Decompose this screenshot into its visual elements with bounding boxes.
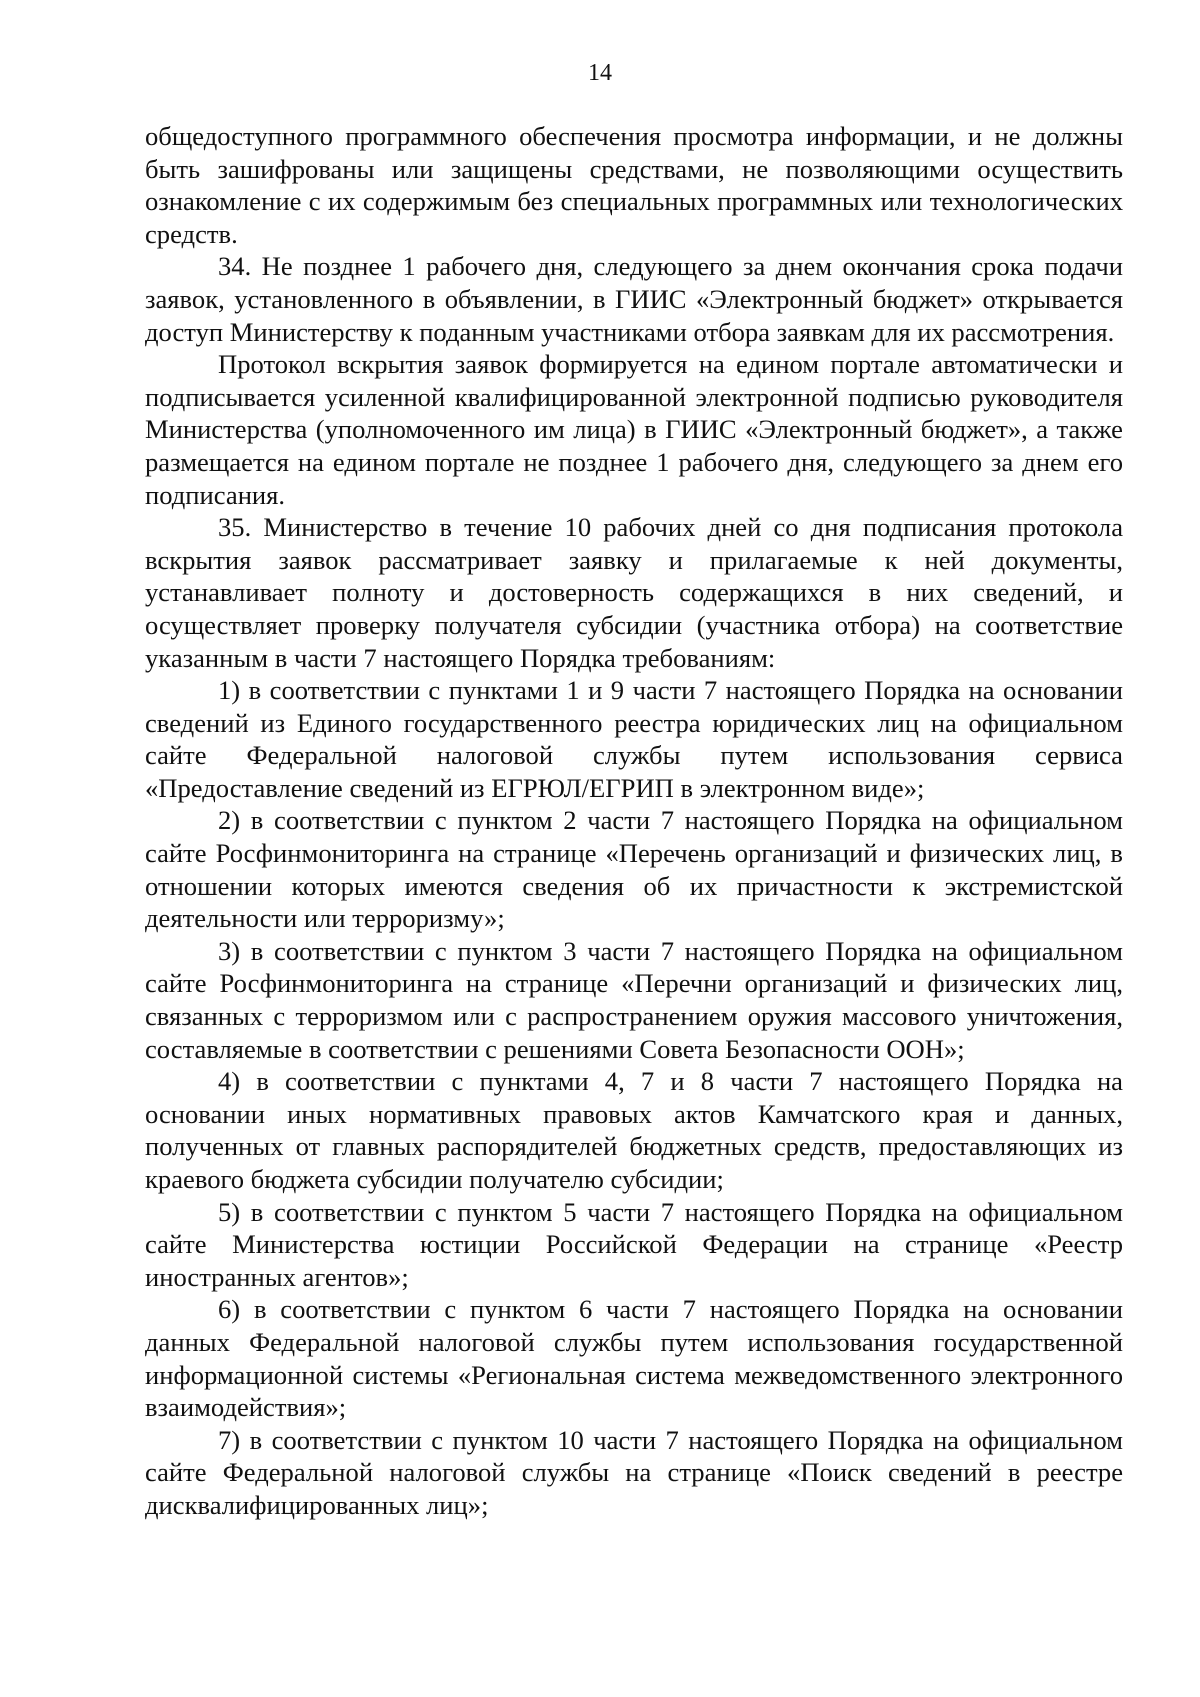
document-body (145, 120, 1123, 1522)
list-item-1: 1) в соответствии с пунктами 1 и 9 части 7 настоящего Порядка на основании сведений из Единого государственного реестра юридических лиц на официальном сайте Федеральной налоговой службы путем использования сервиса «Предоставление сведений из ЕГРЮЛ/ЕГРИП в электронном виде»; (145, 675, 1123, 803)
paragraph-35: 35. Министерство в течение 10 рабочих дней со дня подписания протокола вскрытия заявок рассматривает заявку и прилагаемые к ней документы, устанавливает полноту и достоверность содержащихся в них сведений, и осуществляет проверку получателя субсидии (участника отбора) на соответствие указанным в части 7 настоящего Порядка требованиям: (145, 512, 1123, 673)
page-number: 14 (588, 60, 612, 86)
list-item-3: 3) в соответствии с пунктом 3 части 7 настоящего Порядка на официальном сайте Росфинмониторинга на странице «Перечни организаций и физических лиц, связанных с терроризмом или с распространением оружия массового уничтожения, составляемые в соответствии с решениями Совета Безопасности ООН»; (145, 935, 1123, 1064)
list-item-6: 6) в соответствии с пунктом 6 части 7 настоящего Порядка на основании данных Федеральной налоговой службы путем использования государственной информационной системы «Региональная система межведомственного электронного взаимодействия»; (145, 1294, 1123, 1423)
paragraph-34: 34. Не позднее 1 рабочего дня, следующего за днем окончания срока подачи заявок, установленного в объявлении, в ГИИС «Электронный бюджет» открывается доступ Министерству к поданным участниками отбора заявкам для их рассмотрения. (145, 251, 1123, 347)
list-item-5: 5) в соответствии с пунктом 5 части 7 настоящего Порядка на официальном сайте Министерства юстиции Российской Федерации на странице «Реестр иностранных агентов»; (145, 1196, 1123, 1292)
list-item-7: 7) в соответствии с пунктом 10 части 7 настоящего Порядка на официальном сайте Федеральной налоговой службы на странице «Поиск сведений в реестре дисквалифицированных лиц»; (145, 1424, 1123, 1520)
list-item-2: 2) в соответствии с пунктом 2 части 7 настоящего Порядка на официальном сайте Росфинмониторинга на странице «Перечень организаций и физических лиц, в отношении которых имеются сведения об их причастности к экстремистской деятельности или терроризму»; (145, 805, 1123, 934)
paragraph-continuation: общедоступного программного обеспечения просмотра информации, и не должны быть зашифрованы или защищены средствами, не позволяющими осуществить ознакомление с их содержимым без специальных программных или технологических средств. (145, 121, 1123, 249)
list-item-4: 4) в соответствии с пунктами 4, 7 и 8 части 7 настоящего Порядка на основании иных нормативных правовых актов Камчатского края и данных, полученных от главных распорядителей бюджетных средств, предоставляющих из краевого бюджета субсидии получателю субсидии; (145, 1066, 1123, 1194)
paragraph-protocol: Протокол вскрытия заявок формируется на едином портале автоматически и подписывается усиленной квалифицированной электронной подписью руководителя Министерства (уполномоченного им лица) в ГИИС «Электронный бюджет», а также размещается на едином портале не позднее 1 рабочего дня, следующего за днем его подписания. (145, 349, 1123, 510)
